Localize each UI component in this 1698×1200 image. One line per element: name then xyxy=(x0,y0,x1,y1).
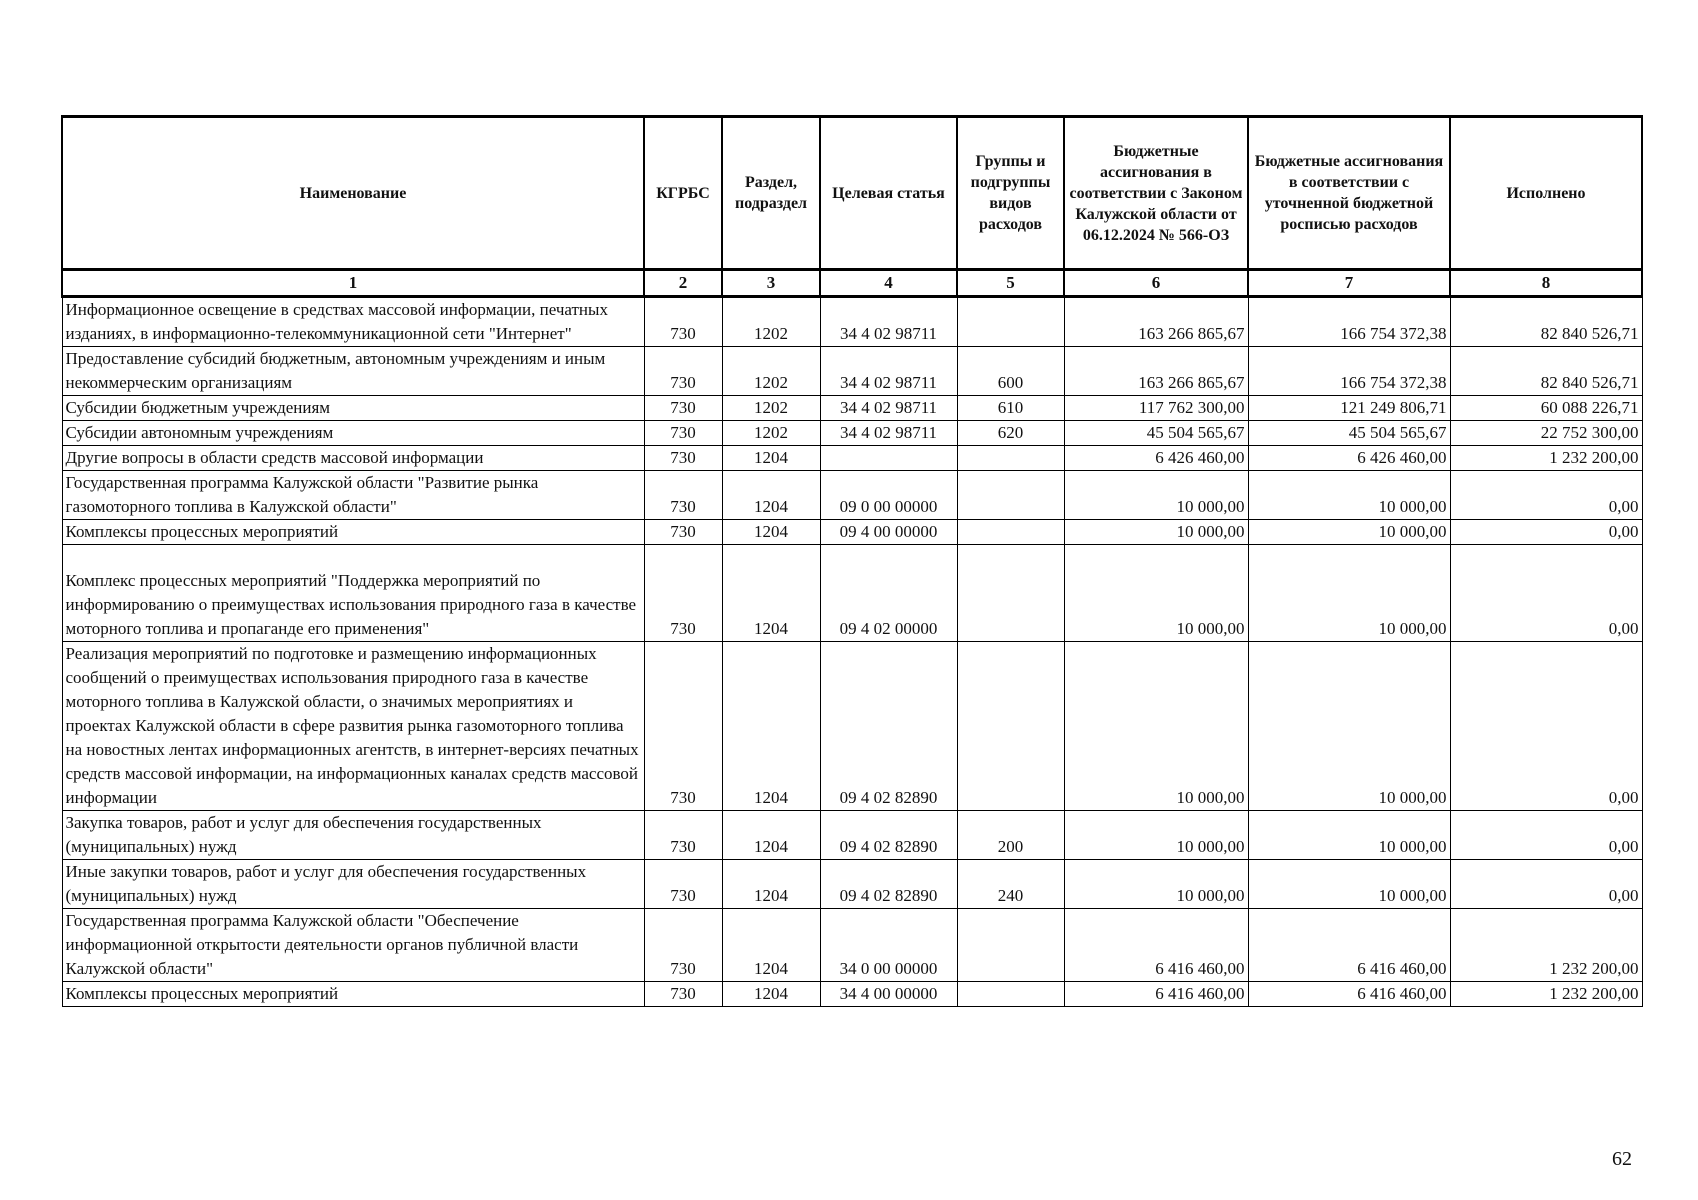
row-executed-amount: 0,00 xyxy=(1450,811,1642,860)
row-section: 1202 xyxy=(722,297,820,347)
column-number-row xyxy=(62,270,1642,297)
table-row xyxy=(62,520,1642,545)
row-refined-amount: 10 000,00 xyxy=(1248,811,1450,860)
row-section: 1204 xyxy=(722,982,820,1007)
row-executed-amount: 1 232 200,00 xyxy=(1450,909,1642,982)
column-number: 5 xyxy=(957,270,1064,297)
column-number: 8 xyxy=(1450,270,1642,297)
header-expense-groups: Группы и подгруппы видов расходов xyxy=(957,117,1064,270)
column-number: 6 xyxy=(1064,270,1248,297)
row-refined-amount: 10 000,00 xyxy=(1248,520,1450,545)
table-row xyxy=(62,471,1642,520)
row-kgrbs: 730 xyxy=(644,909,722,982)
row-executed-amount: 0,00 xyxy=(1450,642,1642,811)
header-refined-allocations: Бюджетные ассигнования в соответствии с уточненной бюджетной росписью расходов xyxy=(1248,117,1450,270)
header-law-allocations: Бюджетные ассигнования в соответствии с Законом Калужской области от 06.12.2024 № 566-ОЗ xyxy=(1064,117,1248,270)
row-executed-amount: 82 840 526,71 xyxy=(1450,347,1642,396)
row-law-amount: 10 000,00 xyxy=(1064,520,1248,545)
table-row xyxy=(62,860,1642,909)
table-row xyxy=(62,396,1642,421)
row-section: 1202 xyxy=(722,421,820,446)
row-law-amount: 10 000,00 xyxy=(1064,471,1248,520)
row-refined-amount: 10 000,00 xyxy=(1248,545,1450,642)
row-target: 34 4 02 98711 xyxy=(820,396,957,421)
row-name: Государственная программа Калужской области "Обеспечение информационной открытости деятельности органов публичной власти Калужской области" xyxy=(62,909,644,982)
table-row xyxy=(62,642,1642,811)
row-kgrbs: 730 xyxy=(644,642,722,811)
row-name: Информационное освещение в средствах массовой информации, печатных изданиях, в информационно-телекоммуникационной сети "Интернет" xyxy=(62,297,644,347)
row-group xyxy=(957,982,1064,1007)
row-law-amount: 10 000,00 xyxy=(1064,860,1248,909)
header-kgrbs: КГРБС xyxy=(644,117,722,270)
row-name: Предоставление субсидий бюджетным, автономным учреждениям и иным некоммерческим организациям xyxy=(62,347,644,396)
row-group xyxy=(957,297,1064,347)
row-section: 1204 xyxy=(722,471,820,520)
row-name: Закупка товаров, работ и услуг для обеспечения государственных (муниципальных) нужд xyxy=(62,811,644,860)
row-law-amount: 10 000,00 xyxy=(1064,545,1248,642)
row-name: Государственная программа Калужской области "Развитие рынка газомоторного топлива в Калужской области" xyxy=(62,471,644,520)
row-group: 610 xyxy=(957,396,1064,421)
row-name: Субсидии бюджетным учреждениям xyxy=(62,396,644,421)
row-section: 1202 xyxy=(722,347,820,396)
table-row xyxy=(62,297,1642,347)
row-law-amount: 45 504 565,67 xyxy=(1064,421,1248,446)
header-target-article: Целевая статья xyxy=(820,117,957,270)
row-name: Реализация мероприятий по подготовке и размещению информационных сообщений о преимуществах использования природного газа в качестве моторного топлива в Калужской области, о значимых мероприятиях и проектах Калужской области в сфере развития рынка газомоторного топлива на новостных лентах информационных агентств, в интернет-версиях печатных средств массовой информации, на информационных каналах средств массовой информации xyxy=(62,642,644,811)
row-executed-amount: 0,00 xyxy=(1450,860,1642,909)
row-section: 1204 xyxy=(722,860,820,909)
column-number: 3 xyxy=(722,270,820,297)
row-group xyxy=(957,642,1064,811)
row-group: 240 xyxy=(957,860,1064,909)
row-target: 34 0 00 00000 xyxy=(820,909,957,982)
row-name: Другие вопросы в области средств массовой информации xyxy=(62,446,644,471)
row-group xyxy=(957,471,1064,520)
row-refined-amount: 121 249 806,71 xyxy=(1248,396,1450,421)
row-target: 09 4 02 00000 xyxy=(820,545,957,642)
row-refined-amount: 166 754 372,38 xyxy=(1248,297,1450,347)
row-kgrbs: 730 xyxy=(644,860,722,909)
row-law-amount: 6 416 460,00 xyxy=(1064,909,1248,982)
table-row xyxy=(62,446,1642,471)
table-row xyxy=(62,347,1642,396)
row-kgrbs: 730 xyxy=(644,297,722,347)
row-target: 34 4 02 98711 xyxy=(820,421,957,446)
row-name: Иные закупки товаров, работ и услуг для обеспечения государственных (муниципальных) нужд xyxy=(62,860,644,909)
row-target: 09 4 02 82890 xyxy=(820,642,957,811)
row-group: 620 xyxy=(957,421,1064,446)
row-executed-amount: 1 232 200,00 xyxy=(1450,446,1642,471)
row-refined-amount: 45 504 565,67 xyxy=(1248,421,1450,446)
row-law-amount: 10 000,00 xyxy=(1064,811,1248,860)
row-refined-amount: 166 754 372,38 xyxy=(1248,347,1450,396)
row-executed-amount: 0,00 xyxy=(1450,545,1642,642)
row-group xyxy=(957,545,1064,642)
row-executed-amount: 1 232 200,00 xyxy=(1450,982,1642,1007)
row-name: Субсидии автономным учреждениям xyxy=(62,421,644,446)
row-section: 1204 xyxy=(722,545,820,642)
row-law-amount: 163 266 865,67 xyxy=(1064,347,1248,396)
row-section: 1204 xyxy=(722,811,820,860)
row-refined-amount: 6 416 460,00 xyxy=(1248,982,1450,1007)
row-name: Комплекс процессных мероприятий "Поддержка мероприятий по информированию о преимуществах использования природного газа в качестве моторного топлива и пропаганде его применения" xyxy=(62,545,644,642)
row-section: 1204 xyxy=(722,520,820,545)
column-number: 4 xyxy=(820,270,957,297)
row-kgrbs: 730 xyxy=(644,545,722,642)
row-law-amount: 6 416 460,00 xyxy=(1064,982,1248,1007)
row-section: 1202 xyxy=(722,396,820,421)
row-section: 1204 xyxy=(722,446,820,471)
table-row xyxy=(62,982,1642,1007)
row-executed-amount: 0,00 xyxy=(1450,471,1642,520)
table-row xyxy=(62,811,1642,860)
row-group: 600 xyxy=(957,347,1064,396)
row-executed-amount: 22 752 300,00 xyxy=(1450,421,1642,446)
row-kgrbs: 730 xyxy=(644,421,722,446)
table-row xyxy=(62,545,1642,642)
row-kgrbs: 730 xyxy=(644,982,722,1007)
row-kgrbs: 730 xyxy=(644,396,722,421)
page-number: 62 xyxy=(1612,1148,1632,1170)
row-target: 09 0 00 00000 xyxy=(820,471,957,520)
table-row xyxy=(62,909,1642,982)
table-body xyxy=(62,297,1642,1007)
row-name: Комплексы процессных мероприятий xyxy=(62,520,644,545)
row-law-amount: 6 426 460,00 xyxy=(1064,446,1248,471)
row-kgrbs: 730 xyxy=(644,811,722,860)
row-law-amount: 163 266 865,67 xyxy=(1064,297,1248,347)
table-row xyxy=(62,421,1642,446)
column-number: 1 xyxy=(62,270,644,297)
row-target: 34 4 02 98711 xyxy=(820,347,957,396)
column-number: 7 xyxy=(1248,270,1450,297)
row-refined-amount: 10 000,00 xyxy=(1248,860,1450,909)
row-target: 09 4 02 82890 xyxy=(820,811,957,860)
header-executed: Исполнено xyxy=(1450,117,1642,270)
row-target: 34 4 00 00000 xyxy=(820,982,957,1007)
row-refined-amount: 10 000,00 xyxy=(1248,642,1450,811)
row-refined-amount: 6 416 460,00 xyxy=(1248,909,1450,982)
row-refined-amount: 10 000,00 xyxy=(1248,471,1450,520)
header-name: Наименование xyxy=(62,117,644,270)
budget-table xyxy=(61,115,1643,1007)
row-group: 200 xyxy=(957,811,1064,860)
row-executed-amount: 60 088 226,71 xyxy=(1450,396,1642,421)
row-kgrbs: 730 xyxy=(644,520,722,545)
row-law-amount: 117 762 300,00 xyxy=(1064,396,1248,421)
row-target: 09 4 02 82890 xyxy=(820,860,957,909)
row-section: 1204 xyxy=(722,642,820,811)
row-group xyxy=(957,520,1064,545)
row-target xyxy=(820,446,957,471)
header-section: Раздел, подраздел xyxy=(722,117,820,270)
header-row xyxy=(62,117,1642,270)
row-target: 09 4 00 00000 xyxy=(820,520,957,545)
row-name: Комплексы процессных мероприятий xyxy=(62,982,644,1007)
row-group xyxy=(957,446,1064,471)
row-target: 34 4 02 98711 xyxy=(820,297,957,347)
table-header xyxy=(62,117,1642,297)
row-executed-amount: 0,00 xyxy=(1450,520,1642,545)
row-executed-amount: 82 840 526,71 xyxy=(1450,297,1642,347)
row-refined-amount: 6 426 460,00 xyxy=(1248,446,1450,471)
row-kgrbs: 730 xyxy=(644,446,722,471)
row-kgrbs: 730 xyxy=(644,347,722,396)
row-kgrbs: 730 xyxy=(644,471,722,520)
row-group xyxy=(957,909,1064,982)
row-law-amount: 10 000,00 xyxy=(1064,642,1248,811)
column-number: 2 xyxy=(644,270,722,297)
row-section: 1204 xyxy=(722,909,820,982)
